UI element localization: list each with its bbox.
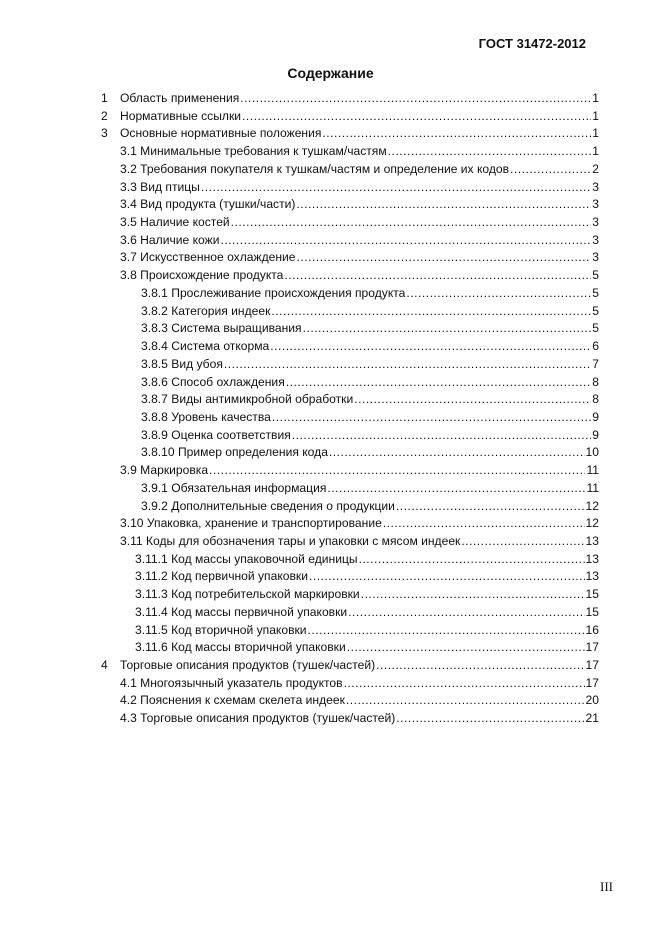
toc-entry[interactable] <box>101 356 599 374</box>
toc-entry-page: 17 <box>585 658 599 672</box>
table-of-contents <box>101 90 599 728</box>
toc-leader-dots <box>327 480 585 498</box>
toc-entry-title: 3.7 Искусственное охлаждение <box>120 250 296 265</box>
toc-entry-page: 15 <box>585 604 599 619</box>
toc-entry[interactable] <box>101 232 599 250</box>
toc-entry-title: 3.8.1 Прослеживание происхождения продукта <box>141 285 406 300</box>
toc-entry-page: 13 <box>585 533 599 548</box>
toc-entry-title: 3.9.2 Дополнительные сведения о продукции <box>141 498 395 513</box>
toc-entry-title: 3.11.5 Код вторичной упаковки <box>135 622 307 637</box>
toc-leader-dots <box>510 161 591 179</box>
toc-leader-dots <box>209 462 585 480</box>
toc-leader-dots <box>284 267 591 285</box>
toc-leader-dots <box>309 568 585 586</box>
toc-entry-title: Область применения <box>120 91 240 105</box>
toc-entry[interactable] <box>101 462 599 480</box>
toc-leader-dots <box>303 320 592 338</box>
toc-entry-page: 9 <box>592 427 599 442</box>
toc-entry-page: 21 <box>585 711 599 726</box>
toc-entry-page: 1 <box>592 91 599 105</box>
toc-leader-dots <box>242 108 591 126</box>
toc-leader-dots <box>286 374 592 392</box>
toc-entry[interactable] <box>101 179 599 197</box>
toc-leader-dots <box>329 444 585 462</box>
toc-entry[interactable] <box>101 320 599 338</box>
toc-entry-page: 1 <box>592 108 599 123</box>
toc-entry-title: 3.11.1 Код массы упаковочной единицы <box>135 551 358 566</box>
toc-entry-page: 13 <box>585 569 599 584</box>
toc-entry-page: 12 <box>585 516 599 531</box>
toc-leader-dots <box>406 285 591 303</box>
toc-entry[interactable] <box>101 161 599 179</box>
toc-entry-page: 11 <box>586 480 599 495</box>
toc-entry-page: 3 <box>592 215 599 230</box>
toc-entry-title: 3.8.7 Виды антимикробной обработки <box>141 392 354 407</box>
toc-leader-dots <box>231 214 592 232</box>
toc-leader-dots <box>296 196 591 214</box>
toc-entry-page: 8 <box>592 374 599 389</box>
toc-entry[interactable] <box>101 675 599 693</box>
toc-entry[interactable] <box>101 143 599 161</box>
toc-entry-title: 3.8.4 Система откорма <box>141 339 270 354</box>
toc-leader-dots <box>461 533 584 551</box>
toc-entry-title: 3.9.1 Обязательная информация <box>141 480 327 495</box>
toc-entry-title: 3.4 Вид продукта (тушки/части) <box>120 197 296 212</box>
toc-leader-dots <box>344 675 585 693</box>
toc-leader-dots <box>308 622 585 640</box>
toc-entry[interactable] <box>101 214 599 232</box>
toc-entry[interactable] <box>101 622 599 640</box>
toc-leader-dots <box>224 356 591 374</box>
toc-entry[interactable] <box>101 427 599 445</box>
toc-entry-title: 3.11.3 Код потребительской маркировки <box>135 587 360 602</box>
toc-entry-page: 9 <box>592 409 599 424</box>
page-number: III <box>600 879 613 894</box>
toc-entry-page: 3 <box>592 232 599 247</box>
toc-entry-page: 8 <box>592 392 599 407</box>
toc-entry-page: 5 <box>592 303 599 318</box>
toc-entry[interactable] <box>101 374 599 392</box>
toc-entry-title: 3.11.6 Код массы вторичной упаковки <box>135 640 346 655</box>
toc-entry-number: 4 <box>101 658 108 672</box>
toc-entry-page: 7 <box>592 356 599 371</box>
toc-entry-title: 3.3 Вид птицы <box>120 179 200 194</box>
toc-entry-page: 10 <box>585 445 599 460</box>
toc-entry[interactable] <box>101 586 599 604</box>
toc-leader-dots <box>220 232 591 250</box>
toc-entry-number: 2 <box>101 108 108 123</box>
toc-entry-title: 3.11 Коды для обозначения тары и упаковки с мясом индеек <box>120 533 461 548</box>
toc-entry-title: 3.11.4 Код массы первичной упаковки <box>135 604 348 619</box>
toc-entry-number: 3 <box>101 126 108 141</box>
toc-entry[interactable] <box>101 604 599 622</box>
toc-entry-title: 3.9 Маркировка <box>120 463 209 478</box>
toc-entry-page: 6 <box>592 339 599 354</box>
toc-leader-dots <box>240 90 591 108</box>
toc-entry[interactable] <box>101 657 599 675</box>
toc-entry[interactable] <box>101 338 599 356</box>
toc-entry-title: 3.8.6 Способ охлаждения <box>141 374 285 389</box>
toc-entry[interactable] <box>101 303 599 321</box>
toc-entry[interactable] <box>101 444 599 462</box>
toc-entry-title: Основные нормативные положения <box>120 126 322 141</box>
toc-leader-dots <box>346 692 585 710</box>
toc-entry-title: 3.1 Минимальные требования к тушкам/частям <box>120 144 387 159</box>
toc-entry-title: 3.10 Упаковка, хранение и транспортирование <box>120 516 382 531</box>
toc-entry[interactable] <box>101 108 599 126</box>
toc-leader-dots <box>359 551 585 569</box>
toc-entry[interactable] <box>101 90 599 108</box>
toc-entry[interactable] <box>101 196 599 214</box>
toc-leader-dots <box>347 639 585 657</box>
toc-entry-title: 4.1 Многоязычный указатель продуктов <box>120 675 343 690</box>
toc-entry[interactable] <box>101 568 599 586</box>
toc-entry[interactable] <box>101 391 599 409</box>
toc-entry-page: 16 <box>585 622 599 637</box>
toc-entry-title: 3.2 Требования покупателя к тушкам/частям и определение их кодов <box>120 161 510 176</box>
toc-entry[interactable] <box>101 480 599 498</box>
toc-leader-dots <box>396 498 585 516</box>
toc-leader-dots <box>292 427 592 445</box>
toc-entry-title: 3.11.2 Код первичной упаковки <box>135 569 308 584</box>
toc-entry[interactable] <box>101 249 599 267</box>
toc-entry-title: 4.3 Торговые описания продуктов (тушек/частей) <box>120 711 396 726</box>
toc-entry-page: 5 <box>592 285 599 300</box>
toc-leader-dots <box>376 657 584 675</box>
toc-entry-title: Торговые описания продуктов (тушек/частей) <box>120 658 376 672</box>
toc-entry-page: 11 <box>586 463 599 478</box>
toc-entry-page: 20 <box>585 693 599 708</box>
toc-entry-title: Нормативные ссылки <box>120 108 242 123</box>
toc-entry-title: 3.8.3 Система выращивания <box>141 321 302 336</box>
toc-leader-dots <box>383 515 585 533</box>
toc-entry-page: 5 <box>592 321 599 336</box>
toc-entry-page: 17 <box>585 675 599 690</box>
toc-leader-dots <box>361 586 585 604</box>
toc-entry-page: 1 <box>592 126 599 141</box>
toc-entry[interactable] <box>101 285 599 303</box>
toc-entry-title: 4.2 Пояснения к схемам скелета индеек <box>120 693 345 708</box>
toc-leader-dots <box>348 604 584 622</box>
toc-entry-title: 3.8.8 Уровень качества <box>141 409 271 424</box>
toc-entry-page: 3 <box>592 197 599 212</box>
toc-leader-dots <box>297 249 592 267</box>
toc-leader-dots <box>396 710 584 728</box>
toc-entry[interactable] <box>101 710 599 728</box>
toc-entry-title: 3.8 Происхождение продукта <box>120 268 284 283</box>
toc-entry-title: 3.8.9 Оценка соответствия <box>141 427 291 442</box>
toc-leader-dots <box>201 179 591 197</box>
toc-entry[interactable] <box>101 639 599 657</box>
toc-leader-dots <box>322 125 591 143</box>
standard-number: ГОСТ 31472-2012 <box>478 36 586 51</box>
toc-leader-dots <box>388 143 592 161</box>
toc-entry-number: 1 <box>101 91 108 105</box>
toc-entry-page: 2 <box>592 161 599 176</box>
page-title: Содержание <box>287 65 374 81</box>
toc-entry[interactable] <box>101 533 599 551</box>
toc-entry[interactable] <box>101 125 599 143</box>
toc-entry[interactable] <box>101 551 599 569</box>
toc-entry[interactable] <box>101 515 599 533</box>
toc-entry-page: 1 <box>592 144 599 159</box>
toc-leader-dots <box>272 409 591 427</box>
toc-entry-title: 3.5 Наличие костей <box>120 215 230 230</box>
toc-entry[interactable] <box>101 409 599 427</box>
toc-entry-page: 3 <box>592 250 599 265</box>
toc-entry[interactable] <box>101 498 599 516</box>
toc-entry-title: 3.8.10 Пример определения кода <box>141 445 328 460</box>
toc-entry-page: 12 <box>585 498 599 513</box>
toc-entry-title: 3.6 Наличие кожи <box>120 232 220 247</box>
toc-entry[interactable] <box>101 692 599 710</box>
toc-entry-title: 3.8.2 Категория индеек <box>141 303 271 318</box>
toc-leader-dots <box>354 391 591 409</box>
toc-leader-dots <box>271 303 591 321</box>
toc-entry[interactable] <box>101 267 599 285</box>
toc-entry-page: 13 <box>585 551 599 566</box>
toc-entry-page: 3 <box>592 179 599 194</box>
toc-entry-page: 17 <box>585 640 599 655</box>
toc-leader-dots <box>270 338 591 356</box>
toc-entry-page: 15 <box>585 587 599 602</box>
toc-entry-title: 3.8.5 Вид убоя <box>141 356 223 371</box>
toc-entry-page: 5 <box>592 268 599 283</box>
